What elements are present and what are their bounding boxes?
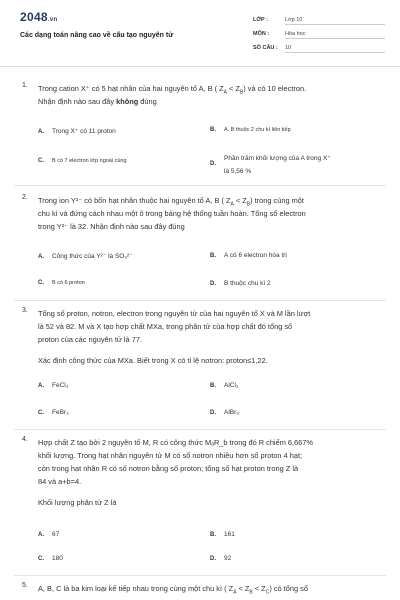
option-d[interactable] [210, 152, 331, 178]
subscript: C [265, 589, 270, 596]
question-text [38, 82, 378, 108]
count-row [253, 45, 385, 53]
option-text: B có 7 electron lớp ngoài cùng [52, 158, 127, 164]
divider [14, 429, 386, 430]
question-line: trong Y²⁻ là 32. Nhận định nào sau đây đúng [38, 222, 185, 231]
subject-label: MÔN : [253, 31, 270, 37]
option-d[interactable] [210, 280, 271, 287]
option-d[interactable] [210, 409, 239, 416]
class-row [253, 17, 385, 25]
option-c[interactable] [38, 555, 63, 562]
option-text: 92 [224, 555, 232, 562]
text-part: < Z [252, 584, 266, 593]
count-label: SỐ CÂU : [253, 45, 278, 51]
option-label: B. [210, 253, 216, 259]
text-part: ) có tổng số [269, 584, 308, 593]
question-number: 3. [22, 307, 28, 314]
option-text: A có 6 electron hóa trị [224, 252, 287, 259]
text-part: Trong ion Y²⁻ có bốn hạt nhân thuộc hai nguyên tố A, B ( Z [38, 196, 231, 205]
site-logo[interactable] [20, 10, 57, 24]
option-label: D. [210, 281, 216, 287]
question-number: 1. [22, 82, 28, 89]
option-c[interactable] [38, 280, 85, 286]
text-part: < Z [233, 196, 247, 205]
question-text [38, 307, 378, 367]
option-b[interactable] [210, 382, 239, 389]
option-label: A. [38, 383, 44, 389]
subscript: B [246, 201, 251, 208]
question-line: chu kì và đứng cách nhau một ô trong bảng hệ thống tuần hoàn. Tổng số electron [38, 209, 306, 218]
option-a[interactable] [38, 382, 68, 389]
question-line: Xác định công thức của MXa. Biết trong X có tỉ lệ notron: proton≤1,22. [38, 356, 268, 365]
text-part: đúng [138, 97, 157, 106]
question-line [38, 194, 378, 207]
option-text: B thuộc chu kì 2 [224, 280, 271, 287]
text-part: Trong cation X⁺ có 5 hạt nhân của hai nguyên tố A, B ( Z [38, 84, 224, 93]
text-part: ) và có 10 electron. [243, 84, 307, 93]
subject-row [253, 31, 385, 39]
question-line: 84 và a+b=4. [38, 477, 82, 486]
question-line [38, 82, 378, 95]
option-label: B. [210, 383, 216, 389]
logo-suffix: .vn [47, 17, 58, 23]
page-header [0, 0, 400, 67]
option-text: AlCl₃ [224, 382, 239, 389]
class-label: LỚP : [253, 17, 268, 23]
option-b[interactable] [210, 127, 291, 133]
subject-value: Hóa học [285, 31, 385, 39]
option-a[interactable] [38, 252, 133, 260]
divider [14, 185, 386, 186]
question-number: 2. [22, 194, 28, 201]
question-line: là 52 và 82. M và X tạo hợp chất MXa, trong phân tử của hợp chất đó tổng số [38, 322, 293, 331]
option-text: AlBr₃ [224, 409, 239, 416]
option-text: FeBr₃ [52, 409, 69, 416]
option-text: Trong X⁺ có 11 proton [52, 128, 116, 135]
option-text: FeCl₃ [52, 382, 69, 389]
question-number: 5. [22, 582, 28, 589]
page-title: Các dạng toán nâng cao về cấu tạo nguyên tử [20, 32, 174, 39]
option-c[interactable] [38, 158, 127, 164]
text-part: < Z [236, 584, 250, 593]
option-a[interactable] [38, 531, 59, 538]
option-label: D. [210, 556, 216, 562]
question-text [38, 194, 378, 233]
option-label: B. [210, 532, 216, 538]
question-line [38, 582, 378, 595]
question-line: khối lượng. Trong hạt nhân nguyên tử M có số notron nhiều hơn số proton 4 hạt; [38, 451, 303, 460]
subscript: A [223, 89, 227, 96]
emphasis: không [116, 97, 139, 106]
question-number: 4. [22, 436, 28, 443]
question-text [38, 582, 378, 595]
text-part: A, B, C là ba kim loại kế tiếp nhau trong cùng một chu kì ( Z [38, 584, 234, 593]
option-label: A. [38, 129, 44, 135]
option-text: 67 [52, 531, 60, 538]
option-label: A. [38, 532, 44, 538]
option-label: D. [210, 410, 216, 416]
question-line: proton của các nguyên tử là 77. [38, 335, 142, 344]
subscript: B [249, 589, 253, 596]
count-value: 10 [285, 45, 385, 53]
subscript: A [233, 589, 237, 596]
subscript: B [239, 89, 244, 96]
option-b[interactable] [210, 531, 235, 538]
text-part: ) trong cùng một [250, 196, 304, 205]
text-part: < Z [226, 84, 240, 93]
option-text: 161 [224, 531, 235, 538]
option-label: A. [38, 254, 44, 260]
class-value: Lớp 10 [285, 17, 385, 25]
option-text: A, B thuộc 2 chu kì liên tiếp [224, 127, 291, 133]
option-d[interactable] [210, 555, 231, 562]
question-text [38, 436, 378, 509]
divider [14, 575, 386, 576]
text-part: Nhận định nào sau đây [38, 97, 117, 106]
option-label: C. [38, 556, 44, 562]
option-line: Phần trăm khối lượng của A trong X⁺ [224, 155, 331, 162]
option-label: C. [38, 158, 44, 164]
option-b[interactable] [210, 252, 287, 259]
question-line: Khối lượng phân tử Z là [38, 498, 117, 507]
option-label: B. [210, 127, 216, 133]
option-text: Công thức của Y²⁻ là SO₃²⁻ [52, 253, 133, 260]
question-line: còn trong hạt nhân R có số notron bằng số proton; tổng số hạt proton trong Z là [38, 464, 299, 473]
question-line [38, 95, 378, 108]
option-label: D. [210, 161, 216, 167]
option-a[interactable] [38, 127, 116, 135]
option-text [224, 152, 331, 178]
divider [14, 300, 386, 301]
option-c[interactable] [38, 409, 69, 416]
question-line: Hợp chất Z tạo bởi 2 nguyên tố M, R có công thức MₐR_b trong đó R chiếm 6,667% [38, 438, 313, 447]
option-label: C. [38, 410, 44, 416]
option-label: C. [38, 280, 44, 286]
option-text: 180 [52, 555, 63, 562]
option-text: B có 6 proton [52, 280, 85, 286]
logo-text: 2048 [20, 10, 48, 24]
question-line: Tổng số proton, notron, electron trong nguyên tử của hai nguyên tố X và M lần lượt [38, 309, 311, 318]
subscript: A [230, 201, 234, 208]
option-line: là 5,56 % [224, 168, 252, 175]
